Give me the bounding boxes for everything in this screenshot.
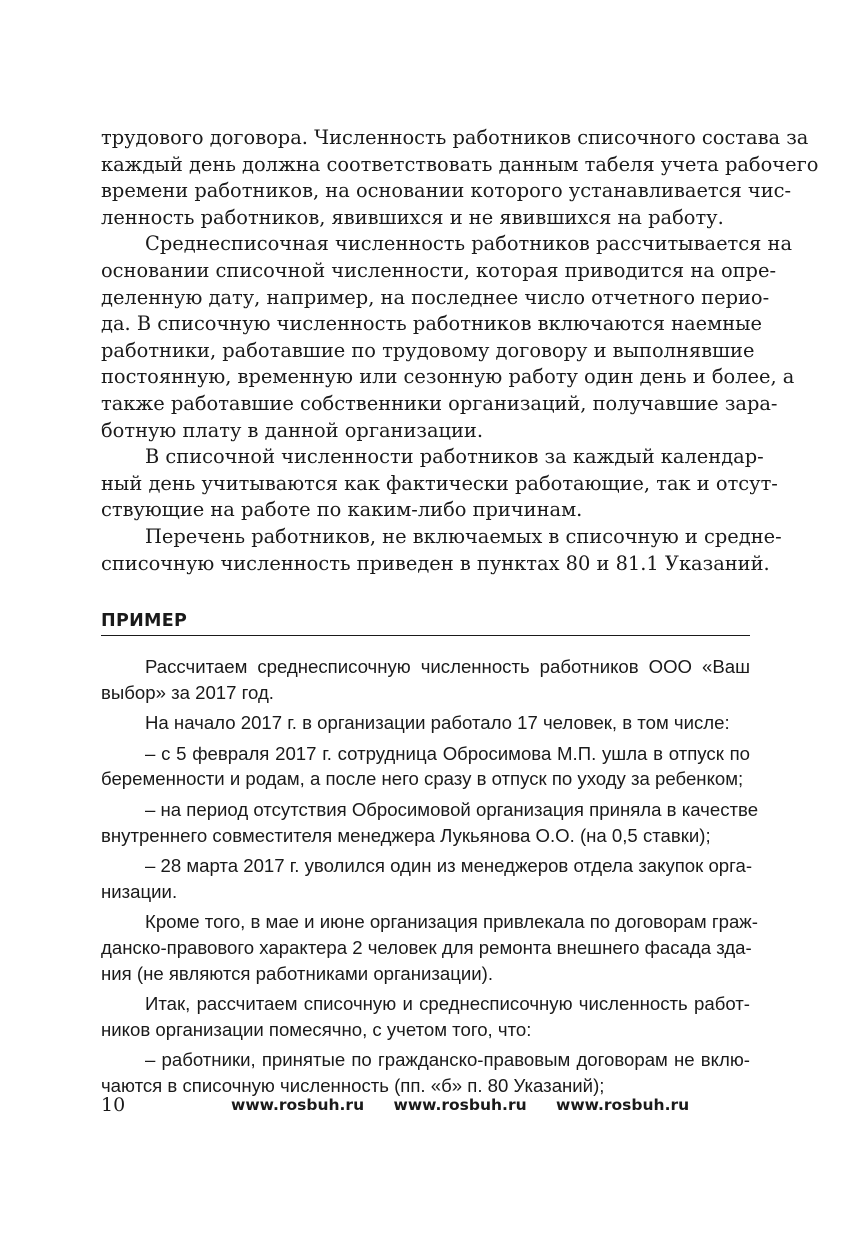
footer-links — [231, 1096, 713, 1114]
footer-link[interactable]: www.rosbuh.ru — [393, 1096, 527, 1114]
text-line: Итак, рассчитаем списочную и среднесписочную численность работ- — [145, 993, 750, 1015]
text-line: ленность работников, явившихся и не явившихся на работу. — [101, 205, 724, 229]
text-line: времени работников, на основании которого устанавливается чис- — [101, 179, 792, 203]
text-line: – на период отсутствия Обросимовой организация приняла в качестве — [145, 798, 759, 820]
page-footer — [101, 1094, 750, 1118]
text-line: трудового договора. Численность работников списочного состава за — [101, 126, 809, 149]
text-line: внутреннего совместителя менеджера Лукьянова О.О. (на 0,5 ставки); — [101, 824, 711, 846]
heading-divider — [101, 635, 750, 636]
footer-link[interactable]: www.rosbuh.ru — [556, 1096, 690, 1114]
text-line: ный день учитываются как фактически работающие, так и отсут- — [101, 471, 778, 495]
text-line: также работавшие собственники организаций, получавшие зара- — [101, 391, 778, 415]
text-line: списочную численность приведен в пунктах 80 и 81.1 Указаний. — [101, 551, 770, 575]
text-line: – с 5 февраля 2017 г. сотрудница Обросимова М.П. ушла в отпуск по — [145, 742, 750, 764]
text-line: чаются в списочную численность (пп. «б» п. 80 Указаний); — [101, 1074, 605, 1096]
example-paragraph — [101, 991, 750, 1042]
footer-link[interactable]: www.rosbuh.ru — [231, 1096, 365, 1114]
text-line: основании списочной численности, которая приводится на опре- — [101, 258, 776, 282]
text-line: ния (не являются работниками организации). — [101, 962, 494, 984]
text-line: каждый день должна соответствовать данным табеля учета рабочего — [101, 152, 819, 176]
text-line: данско-правового характера 2 человек для ремонта внешнего фасада зда- — [101, 936, 752, 958]
paragraph-calendar-day — [101, 444, 778, 524]
text-line: Кроме того, в мае и июне организация привлекала по договорам граж- — [145, 911, 758, 933]
page-number: 10 — [101, 1094, 126, 1116]
text-line: да. В списочную численность работников включаются наемные — [101, 312, 763, 336]
example-paragraph — [101, 710, 750, 736]
paragraph-excluded-list — [101, 524, 782, 577]
example-paragraph — [101, 1047, 750, 1098]
text-line: постоянную, временную или сезонную работу один день и более, а — [101, 365, 795, 389]
text-line: выбор» за 2017 год. — [101, 681, 274, 703]
paragraph-continuation — [101, 125, 819, 231]
text-line: Среднесписочная численность работников рассчитывается на — [145, 232, 793, 256]
text-line: Перечень работников, не включаемых в списочную и средне- — [145, 524, 782, 548]
text-line: низации. — [101, 880, 178, 902]
text-line: работники, работавшие по трудовому договору и выполнявшие — [101, 338, 755, 362]
text-line: ников организации помесячно, с учетом того, что: — [101, 1018, 532, 1040]
example-paragraph — [101, 797, 759, 848]
text-line: беременности и родам, а после него сразу в отпуск по уходу за ребенком; — [101, 768, 744, 790]
example-heading: ПРИМЕР — [101, 611, 188, 631]
example-paragraph — [101, 741, 750, 792]
text-line: ботную плату в данной организации. — [101, 418, 484, 442]
text-line: ствующие на работе по каким-либо причинам. — [101, 498, 583, 522]
text-line: На начало 2017 г. в организации работало 17 человек, в том числе: — [145, 712, 730, 734]
paragraph-average-headcount — [101, 231, 795, 444]
example-text — [101, 654, 759, 1104]
example-paragraph — [101, 654, 750, 705]
text-line: – 28 марта 2017 г. уволился один из менеджеров отдела закупок орга- — [145, 855, 753, 877]
example-paragraph — [101, 853, 753, 904]
example-paragraph — [101, 909, 758, 986]
body-text — [101, 125, 819, 577]
text-line: – работники, принятые по гражданско-правовым договорам не вклю- — [145, 1049, 750, 1071]
text-line: В списочной численности работников за каждый календар- — [145, 445, 764, 469]
text-line: Рассчитаем среднесписочную численность работников ООО «Ваш — [145, 656, 750, 677]
text-line: деленную дату, например, на последнее число отчетного перио- — [101, 285, 770, 309]
